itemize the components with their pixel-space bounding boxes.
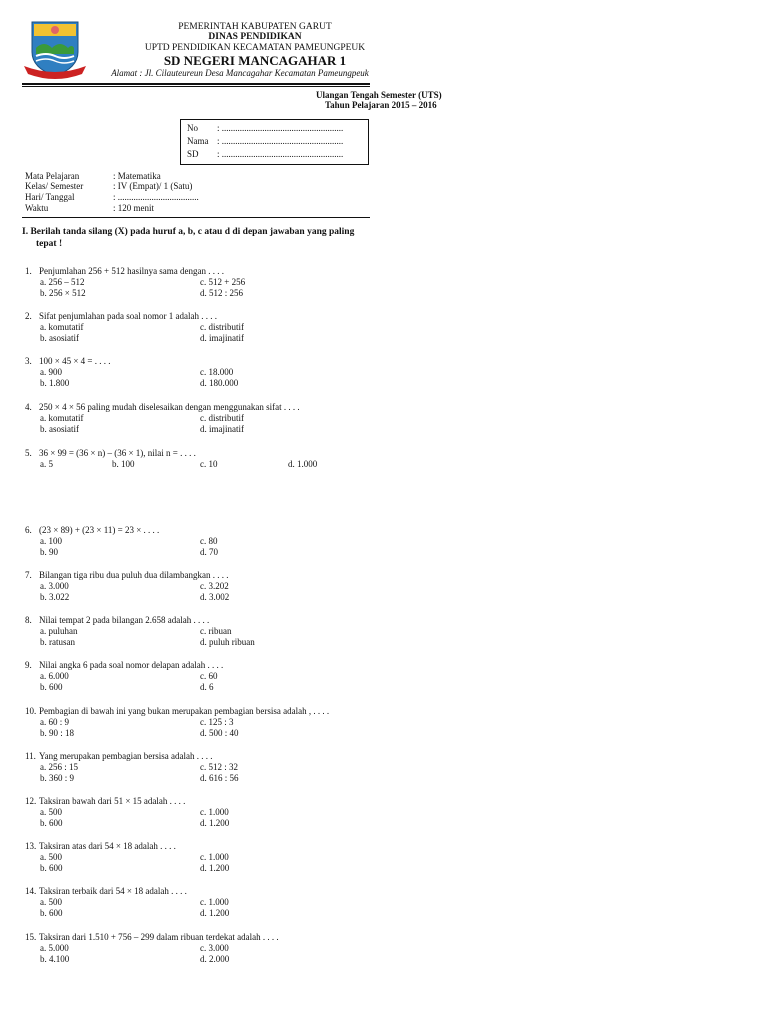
field-label: SD (187, 149, 199, 159)
option-d[interactable]: d. 6 (200, 682, 214, 692)
question-stem (25, 706, 329, 717)
question-stem (25, 311, 217, 322)
question-number: 6. (25, 525, 32, 535)
info-value: : Matematika (113, 171, 161, 181)
option-d[interactable]: d. 70 (200, 547, 218, 557)
field-label: Nama (187, 136, 209, 146)
option-c[interactable]: c. 512 : 32 (200, 762, 238, 772)
option-c[interactable]: c. 1.000 (200, 897, 229, 907)
option-c[interactable]: c. 60 (200, 671, 218, 681)
option-a[interactable]: a. 256 : 15 (40, 762, 78, 772)
question-number: 9. (25, 660, 32, 670)
option-c[interactable]: c. 18.000 (200, 367, 234, 377)
exam-year: Tahun Pelajaran 2015 – 2016 (325, 100, 437, 110)
info-label: Waktu (25, 203, 49, 213)
student-name-field[interactable]: : ...................................................... (217, 136, 344, 146)
question-text: (23 × 89) + (23 × 11) = 23 × . . . . (39, 525, 160, 535)
option-d[interactable]: d. 3.002 (200, 592, 230, 602)
question-text: Nilai angka 6 pada soal nomor delapan adalah . . . . (39, 660, 224, 670)
student-number-field[interactable]: : ...................................................... (217, 123, 344, 133)
info-time (25, 203, 154, 214)
question-number: 11. (25, 751, 36, 761)
letterhead-department: DINAS PENDIDIKAN (208, 32, 302, 42)
question-number: 5. (25, 448, 32, 458)
question-text: Nilai tempat 2 pada bilangan 2.658 adalah . . . . (39, 615, 210, 625)
option-d[interactable]: d. puluh ribuan (200, 637, 255, 647)
option-b[interactable]: b. 100 (112, 459, 135, 469)
info-class (25, 181, 192, 192)
option-c[interactable]: c. 3.202 (200, 581, 229, 591)
question-text: Taksiran bawah dari 51 × 15 adalah . . . . (39, 796, 186, 806)
question-stem (25, 796, 185, 807)
option-b[interactable]: b. asosiatif (40, 333, 79, 343)
question-number: 13. (25, 841, 37, 851)
question-stem (25, 660, 223, 671)
info-label: Kelas/ Semester (25, 181, 84, 191)
question-stem (25, 751, 213, 762)
question-text: Sifat penjumlahan pada soal nomor 1 adalah . . . . (39, 311, 217, 321)
question-text: Bilangan tiga ribu dua puluh dua dilambangkan . . . . (39, 570, 229, 580)
student-name-row (187, 136, 343, 147)
info-value: : 120 menit (113, 203, 154, 213)
option-b[interactable]: b. 90 (40, 547, 58, 557)
question-number: 8. (25, 615, 32, 625)
option-c[interactable]: c. distributif (200, 322, 244, 332)
info-value: : .................................... (113, 192, 199, 202)
info-date (25, 192, 199, 203)
question-number: 3. (25, 356, 32, 366)
question-text: Yang merupakan pembagian bersisa adalah . . . . (39, 751, 213, 761)
question-stem (25, 266, 224, 277)
question-stem (25, 448, 196, 459)
field-label: No (187, 123, 198, 133)
option-c[interactable]: c. 512 + 256 (200, 277, 246, 287)
option-b[interactable]: b. 3.022 (40, 592, 70, 602)
option-a[interactable]: a. 500 (40, 852, 62, 862)
question-text: 250 × 4 × 56 paling mudah diselesaikan dengan menggunakan sifat . . . . (39, 402, 300, 412)
option-b[interactable]: b. 4.100 (40, 954, 70, 964)
option-d[interactable]: d. 616 : 56 (200, 773, 239, 783)
letterhead-rule (22, 83, 370, 87)
option-c[interactable]: c. 10 (200, 459, 218, 469)
option-a[interactable]: a. 60 : 9 (40, 717, 69, 727)
option-b[interactable]: b. 256 × 512 (40, 288, 86, 298)
question-number: 12. (25, 796, 37, 806)
question-number: 1. (25, 266, 32, 276)
info-label: Hari/ Tanggal (25, 192, 75, 202)
option-c[interactable]: c. 1.000 (200, 852, 229, 862)
option-b[interactable]: b. 600 (40, 682, 63, 692)
question-text: Pembagian di bawah ini yang bukan merupakan pembagian bersisa adalah , . . . . (39, 706, 330, 716)
option-a[interactable]: a. 5 (40, 459, 53, 469)
garut-regency-emblem (22, 18, 88, 82)
info-label: Mata Pelajaran (25, 171, 80, 181)
option-a[interactable]: a. 256 – 512 (40, 277, 85, 287)
option-b[interactable]: b. 90 : 18 (40, 728, 75, 738)
student-identity-box (180, 119, 369, 165)
student-school-field[interactable]: : ...................................................... (217, 149, 344, 159)
question-stem (25, 402, 300, 413)
question-text: Taksiran dari 1.510 + 756 – 299 dalam ribuan terdekat adalah . . . . (39, 932, 279, 942)
option-a[interactable]: a. 500 (40, 897, 62, 907)
option-d[interactable]: d. 1.000 (288, 459, 318, 469)
option-d[interactable]: d. 1.200 (200, 863, 230, 873)
question-text: 36 × 99 = (36 × n) – (36 × 1), nilai n = . . . . (39, 448, 196, 458)
option-c[interactable]: c. 80 (200, 536, 218, 546)
question-number: 2. (25, 311, 32, 321)
instruction-line-2: tepat ! (36, 239, 63, 249)
option-b[interactable]: b. 360 : 9 (40, 773, 75, 783)
info-rule (22, 217, 370, 218)
question-number: 10. (25, 706, 37, 716)
option-a[interactable]: a. komutatif (40, 413, 84, 423)
option-b[interactable]: b. 600 (40, 908, 63, 918)
question-stem (25, 886, 187, 897)
question-stem (25, 932, 279, 943)
option-c[interactable]: c. 125 : 3 (200, 717, 234, 727)
option-c[interactable]: c. 3.000 (200, 943, 229, 953)
question-stem (25, 570, 228, 581)
option-a[interactable]: a. 6.000 (40, 671, 69, 681)
question-number: 15. (25, 932, 37, 942)
option-a[interactable]: a. 5.000 (40, 943, 69, 953)
option-d[interactable]: d. 1.200 (200, 818, 230, 828)
question-stem (25, 841, 176, 852)
option-d[interactable]: d. 180.000 (200, 378, 239, 388)
option-c[interactable]: c. ribuan (200, 626, 232, 636)
option-c[interactable]: c. 1.000 (200, 807, 229, 817)
question-text: Taksiran atas dari 54 × 18 adalah . . . . (39, 841, 176, 851)
option-a[interactable]: a. 900 (40, 367, 62, 377)
student-school-row (187, 149, 343, 160)
option-a[interactable]: a. komutatif (40, 322, 84, 332)
option-d[interactable]: d. 2.000 (200, 954, 230, 964)
info-value: : IV (Empat)/ 1 (Satu) (113, 181, 193, 191)
option-b[interactable]: b. asosiatif (40, 424, 79, 434)
exam-title: Ulangan Tengah Semester (UTS) (316, 90, 442, 100)
letterhead-government: PEMERINTAH KABUPATEN GARUT (178, 22, 332, 32)
option-d[interactable]: d. imajinatif (200, 333, 244, 343)
option-d[interactable]: d. imajinatif (200, 424, 244, 434)
instruction-line-1: I. Berilah tanda silang (X) pada huruf a, b, c atau d di depan jawaban yang paling (22, 227, 355, 237)
question-number: 14. (25, 886, 37, 896)
question-stem (25, 615, 209, 626)
student-number-row (187, 123, 343, 134)
option-d[interactable]: d. 500 : 40 (200, 728, 239, 738)
option-d[interactable]: d. 512 : 256 (200, 288, 244, 298)
letterhead-address: Alamat : Jl. Cilauteureun Desa Mancagahar Kecamatan Pameungpeuk (111, 68, 369, 78)
question-text: Taksiran terbaik dari 54 × 18 adalah . . . . (39, 886, 187, 896)
question-text: 100 × 45 × 4 = . . . . (39, 356, 111, 366)
option-b[interactable]: b. 600 (40, 863, 63, 873)
letterhead-school-name: SD NEGERI MANCAGAHAR 1 (163, 53, 347, 68)
option-b[interactable]: b. 1.800 (40, 378, 70, 388)
option-b[interactable]: b. 600 (40, 818, 63, 828)
option-b[interactable]: b. ratusan (40, 637, 75, 647)
option-a[interactable]: a. puluhan (40, 626, 78, 636)
question-stem (25, 356, 110, 367)
question-number: 4. (25, 402, 32, 412)
question-number: 7. (25, 570, 32, 580)
option-c[interactable]: c. distributif (200, 413, 244, 423)
question-stem (25, 525, 159, 536)
option-a[interactable]: a. 3.000 (40, 581, 69, 591)
option-a[interactable]: a. 500 (40, 807, 62, 817)
question-text: Penjumlahan 256 + 512 hasilnya sama dengan . . . . (39, 266, 225, 276)
letterhead-uptd: UPTD PENDIDIKAN KECAMATAN PAMEUNGPEUK (144, 43, 366, 53)
option-a[interactable]: a. 100 (40, 536, 62, 546)
option-d[interactable]: d. 1.200 (200, 908, 230, 918)
